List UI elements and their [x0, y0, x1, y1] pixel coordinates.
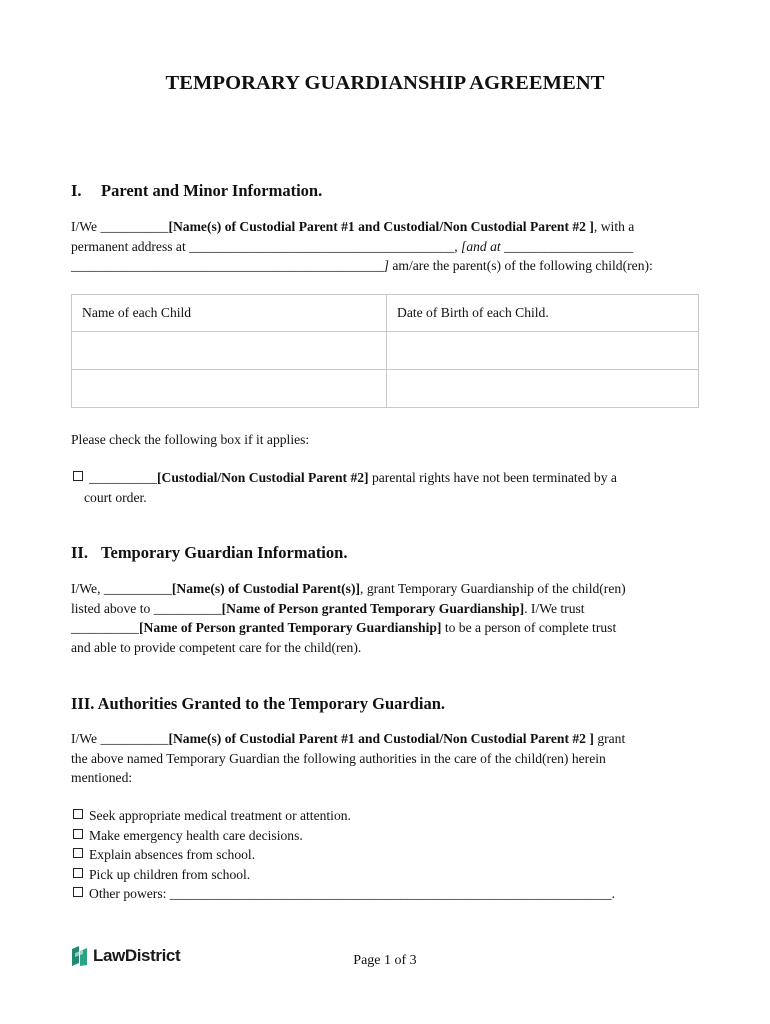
authorities-list	[73, 806, 615, 904]
s2-line-3-c: to be a person of complete trust	[441, 620, 617, 635]
section-3-heading: III. Authorities Granted to the Temporary Guardian.	[71, 694, 446, 713]
section-1-number: I.	[71, 181, 82, 200]
parental-rights-checkbox-line	[73, 468, 617, 507]
authority-checkbox[interactable]	[73, 848, 83, 858]
s3-line-1-b: [Name(s) of Custodial Parent #1 and Custodial/Non Custodial Parent #2 ]	[168, 731, 594, 746]
section-2-paragraph	[71, 579, 701, 657]
children-table-header	[72, 295, 699, 332]
s2-line-1	[71, 579, 701, 599]
table-row	[72, 370, 699, 408]
s2-line-1-c: , grant Temporary Guardianship of the child(ren)	[360, 581, 626, 596]
authority-checkbox[interactable]	[73, 868, 83, 878]
parental-rights-checkbox[interactable]	[73, 471, 83, 481]
col-child-name-header: Name of each Child	[72, 295, 387, 332]
s3-line-3: mentioned:	[71, 770, 133, 785]
check-text: parental rights have not been terminated by a	[368, 470, 617, 485]
authority-item-medical	[73, 806, 615, 826]
section-2-title: Temporary Guardian Information.	[101, 543, 348, 562]
s3-line-1-c: grant	[593, 731, 626, 746]
child-dob-cell[interactable]	[387, 370, 699, 408]
authority-label: Explain absences from school.	[89, 847, 256, 862]
check-blank: __________	[89, 470, 157, 485]
s1-line-2	[71, 237, 701, 257]
authority-item-emergency	[73, 826, 615, 846]
child-name-cell[interactable]	[72, 370, 387, 408]
s2-line-1-b: [Name(s) of Custodial Parent(s)]	[171, 581, 361, 596]
authority-label: Pick up children from school.	[89, 866, 251, 882]
s2-line-2	[71, 599, 701, 619]
s2-line-1-a: I/We, __________	[71, 581, 172, 596]
section-1-heading	[71, 181, 322, 201]
s1-line-3-b: am/are the parent(s) of the following child(ren):	[388, 258, 653, 273]
authority-checkbox[interactable]	[73, 887, 83, 897]
check-intro: Please check the following box if it applies:	[71, 432, 310, 447]
authority-label: Seek appropriate medical treatment or attention.	[89, 808, 351, 823]
section-2-heading	[71, 543, 347, 563]
s1-line-1-b: [Name(s) of Custodial Parent #1 and Custodial/Non Custodial Parent #2 ]	[168, 219, 594, 234]
child-name-cell[interactable]	[72, 332, 387, 370]
check-placeholder: [Custodial/Non Custodial Parent #2]	[156, 470, 369, 485]
page-number: Page 1 of 3	[353, 953, 417, 968]
s2-line-3-b: [Name of Person granted Temporary Guardianship]	[138, 620, 442, 635]
authority-item-pickup	[73, 865, 615, 885]
col-child-dob-header: Date of Birth of each Child.	[387, 295, 699, 332]
logo-text: LawDistrict	[93, 946, 181, 965]
section-2-number: II.	[71, 543, 88, 562]
authority-label: Make emergency health care decisions.	[89, 827, 303, 843]
s3-line-1	[71, 729, 701, 749]
s2-line-2-a: listed above to __________	[71, 600, 222, 616]
s2-line-3-a: __________	[71, 620, 139, 635]
authority-item-absences	[73, 845, 615, 865]
authority-label: Other powers: _________________________________________________________________.	[89, 886, 615, 901]
s2-line-4: and able to provide competent care for the child(ren).	[71, 639, 362, 655]
s1-line-1-c: , with a	[593, 219, 635, 234]
s2-line-2-c: . I/We trust	[524, 600, 585, 616]
s3-line-2: the above named Temporary Guardian the following authorities in the care of the child(ren) herein	[71, 750, 606, 766]
s1-line-3	[71, 256, 701, 276]
s3-line-1-a: I/We __________	[71, 731, 169, 746]
check-text-cont: court order.	[84, 489, 147, 505]
s1-line-2-a: permanent address at _______________________________________,	[71, 238, 462, 254]
s1-line-2-b: [and at ___________________	[461, 238, 634, 254]
authority-checkbox[interactable]	[73, 829, 83, 839]
document-title: TEMPORARY GUARDIANSHIP AGREEMENT	[165, 72, 605, 94]
section-1-title: Parent and Minor Information.	[101, 181, 323, 200]
child-dob-cell[interactable]	[387, 332, 699, 370]
children-table	[71, 294, 699, 408]
s2-line-2-b: [Name of Person granted Temporary Guardianship]	[221, 600, 525, 616]
table-row	[72, 332, 699, 370]
section-3-paragraph	[71, 729, 701, 788]
authority-item-other	[73, 884, 615, 904]
section-1-paragraph	[71, 217, 701, 276]
s1-line-3-a: ______________________________________________]	[71, 258, 389, 273]
s2-line-3	[71, 618, 701, 638]
s1-line-1-a: I/We __________	[71, 219, 169, 234]
s1-line-1	[71, 217, 701, 237]
authority-checkbox[interactable]	[73, 809, 83, 819]
